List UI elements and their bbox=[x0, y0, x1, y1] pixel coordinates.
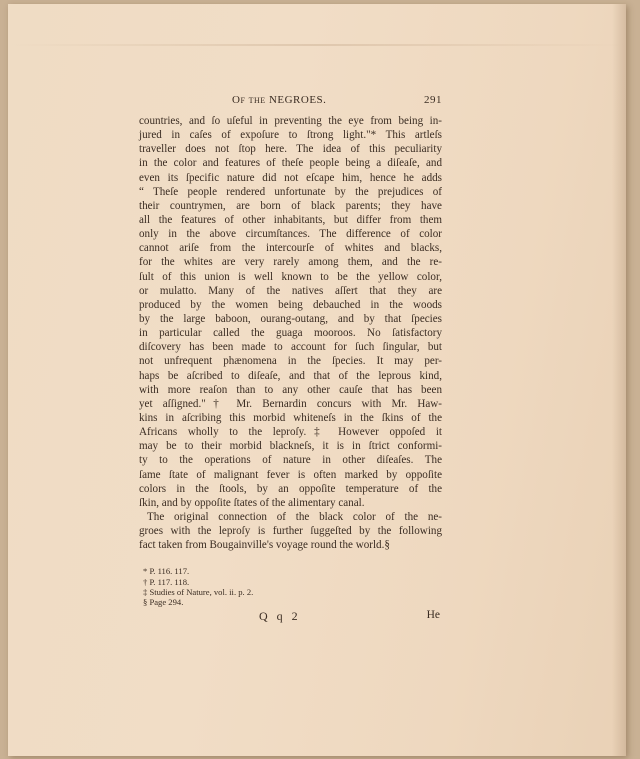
footnote: * P. 116. 117. bbox=[143, 566, 190, 577]
text-line: ſkin, and by oppoſite ſtates of the alimentary canal. bbox=[139, 496, 365, 509]
footnote: ‡ Studies of Nature, vol. ii. p. 2. bbox=[143, 586, 254, 597]
text-line: groes with the leproſy is further ſuggeſted by the following bbox=[139, 525, 442, 538]
text-line: or mulatto. Many of the natives aſſert that they are bbox=[139, 284, 442, 297]
catchword: He bbox=[426, 609, 440, 622]
running-head-title: Of the NEGROES. bbox=[232, 94, 327, 106]
text-line: diſcovery has been made to account for ſuch ſingular, but bbox=[139, 341, 442, 354]
text-line: Africans wholly to the leproſy.‡ However oppoſed it bbox=[139, 426, 442, 439]
body-text bbox=[139, 114, 442, 552]
signature-row bbox=[139, 609, 442, 627]
text-line: cannot ariſe from the intercourſe of whites and blacks, bbox=[139, 242, 442, 255]
text-line: ſult of this union is well known to be the yellow color, bbox=[139, 270, 442, 283]
text-line: yet aſſigned."† Mr. Bernardin concurs with Mr. Haw- bbox=[139, 397, 442, 410]
text-line: ſame ſtate of malignant fever is often marked by oppoſite bbox=[139, 468, 442, 481]
text-line: “ Theſe people rendered unfortunate by the prejudices of bbox=[139, 185, 442, 198]
text-line: The original connection of the black color of the ne- bbox=[147, 510, 442, 523]
text-line: fact taken from Bougainville's voyage round the world.§ bbox=[139, 539, 390, 552]
text-line: produced by the women being debauched in the woods bbox=[139, 298, 442, 311]
signature-mark: Q q 2 bbox=[259, 609, 301, 624]
text-line: by the large baboon, ourang-outang, and by that ſpecies bbox=[139, 312, 442, 325]
book-page bbox=[8, 4, 626, 756]
text-line: not unfrequent phænomena in the ſpecies. It may per- bbox=[139, 355, 442, 368]
text-line: all the features of other inhabitants, but differ from them bbox=[139, 213, 442, 226]
text-line: for the whites are very rarely among them, and the re- bbox=[139, 256, 442, 269]
text-line: even its ſpecific nature did not eſcape him, hence he adds bbox=[139, 171, 442, 184]
text-line: colors in the ſtools, by an oppoſite temperature of the bbox=[139, 482, 442, 495]
text-line: only in the above circumſtances. The difference of color bbox=[139, 228, 442, 241]
text-line: ty to the operations of nature in other diſeaſes. The bbox=[139, 454, 442, 467]
footnote: § Page 294. bbox=[143, 596, 184, 607]
text-line: may be to their morbid blackneſs, it is in ſtrict conformi- bbox=[139, 440, 442, 453]
page-number: 291 bbox=[424, 94, 442, 106]
text-line: in the color and features of theſe people being a diſeaſe, and bbox=[139, 157, 442, 170]
text-line: traveller does not ſtop here. The idea of this peculiarity bbox=[139, 143, 442, 156]
text-line: jured in caſes of expoſure to ſtrong light."* This artleſs bbox=[139, 129, 442, 142]
footnotes bbox=[139, 566, 442, 607]
text-line: their countrymen, are born of black parents; they have bbox=[139, 199, 442, 212]
footnote: † P. 117. 118. bbox=[143, 576, 190, 587]
text-line: with more reaſon than to any other cauſe that has been bbox=[139, 383, 442, 396]
text-line: countries, and ſo uſeful in preventing the eye from being in- bbox=[139, 115, 442, 127]
text-line: kins in aſcribing this morbid whiteneſs in the ſkins of the bbox=[139, 411, 442, 424]
text-line: in particular called the guaga mooroos. No ſatisfactory bbox=[139, 327, 442, 340]
text-block bbox=[139, 90, 442, 627]
running-head bbox=[139, 90, 442, 110]
text-line: haps be aſcribed to diſeaſe, and that of the leprous kind, bbox=[139, 369, 442, 382]
